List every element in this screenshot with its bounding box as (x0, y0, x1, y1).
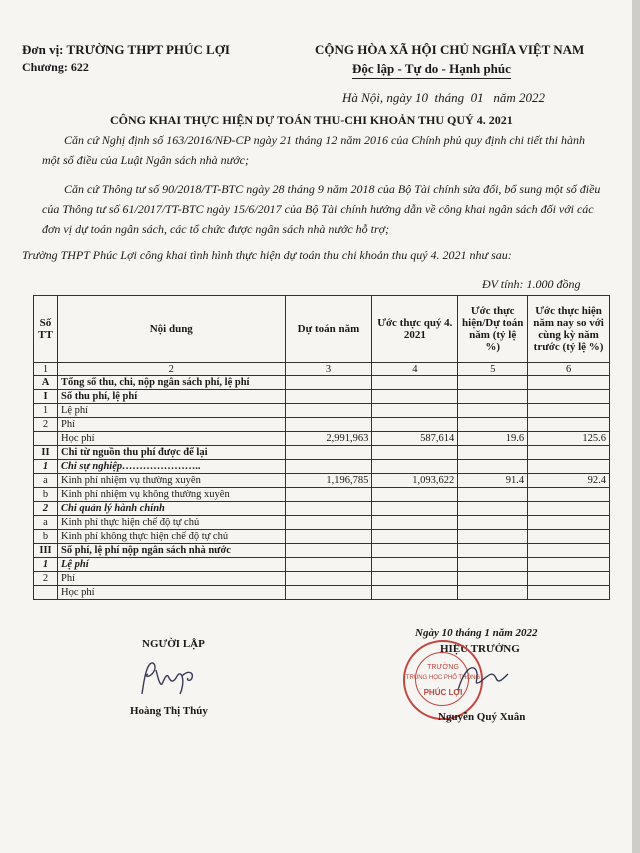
index-cell: 4 (372, 363, 458, 376)
row-ratio-estimate (458, 586, 528, 600)
school-stamp: TRƯỜNG TRUNG HỌC PHỔ THÔNG PHÚC LỢI (403, 640, 483, 720)
row-ratio-estimate (458, 544, 528, 558)
header-annual-estimate: Dự toán năm (285, 296, 372, 363)
row-stt: 2 (34, 502, 58, 516)
table-row (34, 460, 610, 474)
paragraph-summary: Trường THPT Phúc Lợi công khai tình hình thực hiện dự toán thu chi khoản thu quý 4. 2021 như sau: (22, 248, 512, 262)
index-cell: 1 (34, 363, 58, 376)
row-q4-actual (372, 502, 458, 516)
table-row (34, 390, 610, 404)
table-row (34, 474, 610, 488)
row-ratio-estimate (458, 418, 528, 432)
row-q4-actual (372, 488, 458, 502)
index-cell: 3 (285, 363, 372, 376)
row-ratio-prev-year: 125.6 (528, 432, 610, 446)
row-ratio-prev-year (528, 586, 610, 600)
row-q4-actual (372, 544, 458, 558)
row-content: Chi từ nguồn thu phí được để lại (57, 446, 285, 460)
row-ratio-estimate (458, 460, 528, 474)
row-annual-estimate (285, 418, 372, 432)
row-q4-actual (372, 404, 458, 418)
header-stt: Số TT (34, 296, 58, 363)
header-ratio-prev-year: Ước thực hiện năm nay so với cùng kỳ năm trước (tỷ lệ %) (528, 296, 610, 363)
row-ratio-estimate (458, 502, 528, 516)
row-ratio-prev-year (528, 418, 610, 432)
row-q4-actual (372, 446, 458, 460)
index-cell: 6 (528, 363, 610, 376)
row-ratio-prev-year (528, 488, 610, 502)
row-ratio-prev-year (528, 544, 610, 558)
row-stt (34, 432, 58, 446)
row-stt: 2 (34, 418, 58, 432)
principal-title: HIỆU TRƯỞNG (440, 643, 520, 655)
row-content: Kinh phí nhiệm vụ thường xuyên (57, 474, 285, 488)
index-cell: 2 (57, 363, 285, 376)
row-content: Học phí (57, 586, 285, 600)
republic-title: CỘNG HÒA XÃ HỘI CHỦ NGHĨA VIỆT NAM (315, 42, 585, 57)
row-stt: 2 (34, 572, 58, 586)
row-stt: b (34, 530, 58, 544)
table-row (34, 432, 610, 446)
row-ratio-prev-year (528, 502, 610, 516)
row-q4-actual (372, 558, 458, 572)
table-row (34, 558, 610, 572)
row-ratio-estimate (458, 516, 528, 530)
row-ratio-estimate (458, 530, 528, 544)
row-ratio-estimate (458, 390, 528, 404)
row-ratio-prev-year (528, 404, 610, 418)
preparer-signature-icon (130, 660, 210, 700)
row-q4-actual (372, 572, 458, 586)
index-cell: 5 (458, 363, 528, 376)
row-ratio-prev-year (528, 460, 610, 474)
row-ratio-estimate: 91.4 (458, 474, 528, 488)
row-content: Lệ phí (57, 558, 285, 572)
table-row (34, 376, 610, 390)
document-title: CÔNG KHAI THỰC HIỆN DỰ TOÁN THU-CHI KHOẢN THU QUÝ 4. 2021 (110, 113, 513, 127)
row-content: Chi quản lý hành chính (57, 502, 285, 516)
table-row (34, 530, 610, 544)
chapter-label: Chương: 622 (22, 60, 89, 74)
row-q4-actual (372, 530, 458, 544)
row-ratio-prev-year (528, 558, 610, 572)
table-header-row (34, 296, 610, 363)
table-row (34, 586, 610, 600)
row-q4-actual (372, 390, 458, 404)
row-ratio-prev-year (528, 390, 610, 404)
row-content: Phí (57, 572, 285, 586)
row-ratio-estimate: 19.6 (458, 432, 528, 446)
row-annual-estimate (285, 572, 372, 586)
row-q4-actual (372, 586, 458, 600)
row-ratio-prev-year (528, 446, 610, 460)
principal-name: Nguyễn Quý Xuân (438, 711, 526, 723)
row-q4-actual: 1,093,622 (372, 474, 458, 488)
row-annual-estimate (285, 558, 372, 572)
row-stt: III (34, 544, 58, 558)
row-annual-estimate (285, 446, 372, 460)
row-annual-estimate (285, 544, 372, 558)
budget-table (33, 295, 610, 600)
row-ratio-estimate (458, 558, 528, 572)
page-edge (632, 0, 640, 853)
row-content: Kinh phí không thực hiện chế độ tự chủ (57, 530, 285, 544)
row-annual-estimate (285, 376, 372, 390)
table-row (34, 418, 610, 432)
row-content: Số thu phí, lệ phí (57, 390, 285, 404)
row-content: Tổng số thu, chi, nộp ngân sách phí, lệ phí (57, 376, 285, 390)
principal-signature-icon (450, 660, 520, 705)
row-annual-estimate (285, 530, 372, 544)
header-ratio-estimate: Ước thực hiện/Dự toán năm (tỷ lệ %) (458, 296, 528, 363)
row-annual-estimate (285, 516, 372, 530)
row-stt: a (34, 474, 58, 488)
row-stt: 1 (34, 460, 58, 474)
table-row (34, 404, 610, 418)
table-row (34, 502, 610, 516)
row-annual-estimate (285, 460, 372, 474)
row-q4-actual (372, 418, 458, 432)
row-ratio-prev-year (528, 516, 610, 530)
table-row (34, 544, 610, 558)
row-q4-actual (372, 376, 458, 390)
row-stt: 1 (34, 558, 58, 572)
unit-note: ĐV tính: 1.000 đồng (482, 277, 581, 291)
row-annual-estimate: 2,991,963 (285, 432, 372, 446)
row-q4-actual (372, 516, 458, 530)
signature-date: Ngày 10 tháng 1 năm 2022 (415, 627, 538, 639)
national-motto: Độc lập - Tự do - Hạnh phúc (352, 61, 511, 79)
row-content: Lệ phí (57, 404, 285, 418)
row-annual-estimate: 1,196,785 (285, 474, 372, 488)
row-content: Kinh phí thực hiện chế độ tự chủ (57, 516, 285, 530)
table-row (34, 446, 610, 460)
paragraph-circular: Căn cứ Thông tư số 90/2018/TT-BTC ngày 28 tháng 9 năm 2018 của Bộ Tài chính sửa đổi, bổ sung một số điều của Thông tư số 61/2017/TT-BTC ngày 15/6/2017 của Bộ Tài chính hướng dẫn về công khai ngân sách đối với các đơn vị dự toán ngân sách, các tổ chức được ngân sách nhà nước hỗ trợ; (42, 182, 601, 236)
row-stt: II (34, 446, 58, 460)
row-annual-estimate (285, 488, 372, 502)
table-row (34, 488, 610, 502)
row-annual-estimate (285, 390, 372, 404)
row-ratio-estimate (458, 404, 528, 418)
row-stt: 1 (34, 404, 58, 418)
row-annual-estimate (285, 586, 372, 600)
unit-label: Đơn vị: TRƯỜNG THPT PHÚC LỢI (22, 42, 230, 57)
row-ratio-prev-year (528, 530, 610, 544)
row-ratio-prev-year (528, 572, 610, 586)
row-content: Phí (57, 418, 285, 432)
header-q4-actual: Ước thực quý 4. 2021 (372, 296, 458, 363)
row-ratio-estimate (458, 572, 528, 586)
row-q4-actual (372, 460, 458, 474)
row-stt: I (34, 390, 58, 404)
row-ratio-estimate (458, 488, 528, 502)
row-annual-estimate (285, 502, 372, 516)
preparer-title: NGƯỜI LẬP (142, 638, 205, 650)
row-annual-estimate (285, 404, 372, 418)
row-stt (34, 586, 58, 600)
document-date: Hà Nội, ngày 10 tháng 01 năm 2022 (342, 90, 545, 105)
row-stt: a (34, 516, 58, 530)
header-content: Nội dung (57, 296, 285, 363)
paragraph-decree: Căn cứ Nghị định số 163/2016/NĐ-CP ngày 21 tháng 12 năm 2016 của Chính phủ quy định chi tiết thi hành một số điều của Luật Ngân sách nhà nước; (42, 133, 585, 167)
row-content: Học phí (57, 432, 285, 446)
row-ratio-prev-year (528, 376, 610, 390)
row-q4-actual: 587,614 (372, 432, 458, 446)
table-index-row (34, 363, 610, 376)
row-stt: A (34, 376, 58, 390)
table-row (34, 572, 610, 586)
row-ratio-estimate (458, 376, 528, 390)
row-stt: b (34, 488, 58, 502)
row-ratio-estimate (458, 446, 528, 460)
preparer-name: Hoàng Thị Thúy (130, 705, 208, 717)
row-content: Kinh phí nhiệm vụ không thường xuyên (57, 488, 285, 502)
row-ratio-prev-year: 92.4 (528, 474, 610, 488)
table-row (34, 516, 610, 530)
row-content: Chi sự nghiệp………………….. (57, 460, 285, 474)
row-content: Số phí, lệ phí nộp ngân sách nhà nước (57, 544, 285, 558)
